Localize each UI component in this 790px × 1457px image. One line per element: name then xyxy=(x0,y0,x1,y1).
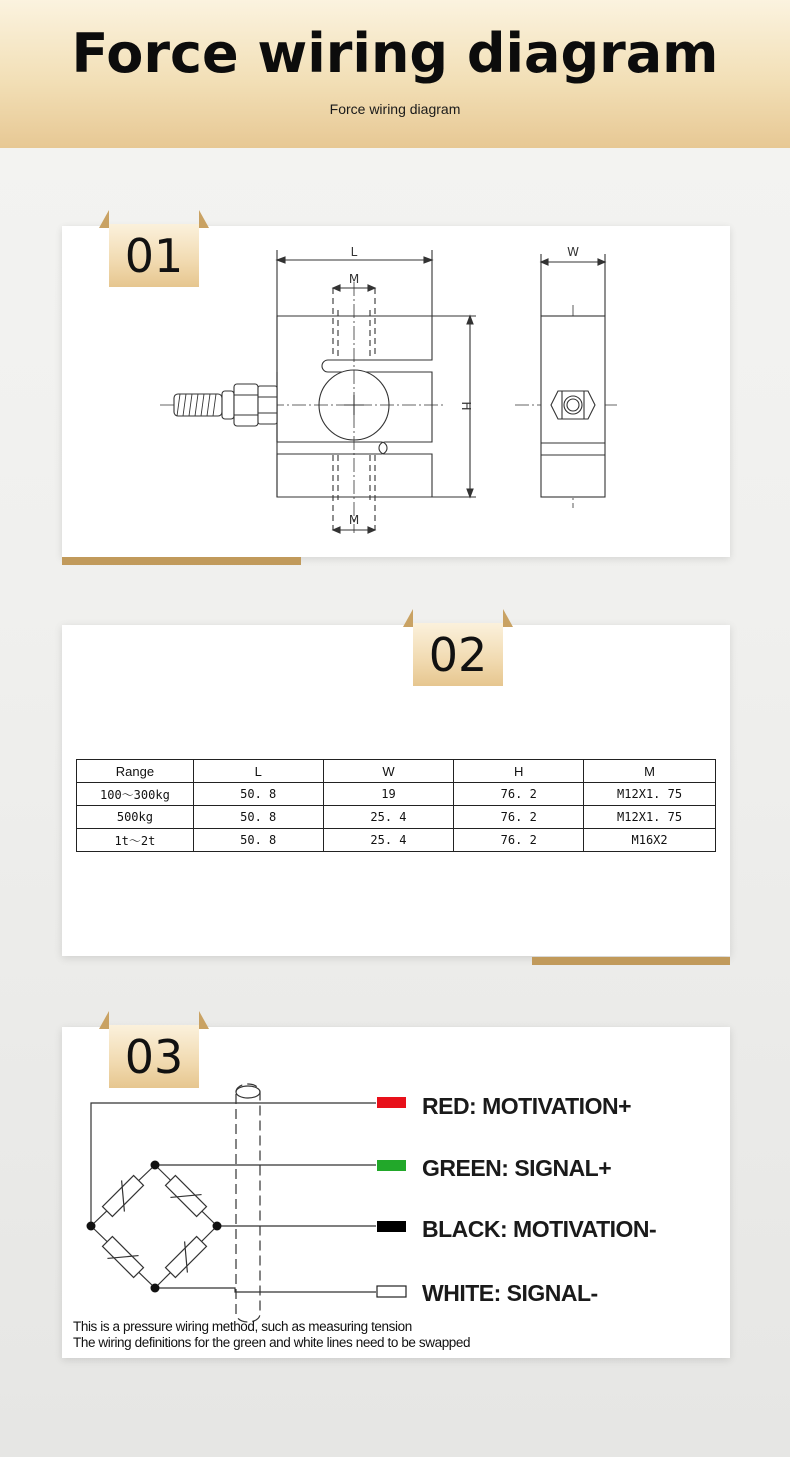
wiring-note-line-1: This is a pressure wiring method, such as measuring tension xyxy=(73,1319,412,1334)
section-badge-01: 01 xyxy=(109,224,199,287)
table-cell: M12X1. 75 xyxy=(584,806,716,829)
table-cell: 1t～2t xyxy=(77,829,194,852)
table-cell: 500kg xyxy=(77,806,194,829)
load-cell-dimension-drawing xyxy=(0,0,790,600)
wire-swatch-red xyxy=(377,1097,406,1108)
dim-label-L: L xyxy=(350,245,358,259)
table-cell: M12X1. 75 xyxy=(584,783,716,806)
table-cell: M16X2 xyxy=(584,829,716,852)
table-row xyxy=(77,806,716,829)
card-accent-bar-02 xyxy=(532,957,730,965)
table-row xyxy=(77,829,716,852)
wheatstone-bridge-schematic xyxy=(0,1060,790,1340)
table-cell: 76. 2 xyxy=(454,783,584,806)
wire-swatch-green xyxy=(377,1160,406,1171)
table-cell: 50. 8 xyxy=(193,783,323,806)
table-cell: 100～300kg xyxy=(77,783,194,806)
section-badge-03: 03 xyxy=(109,1025,199,1088)
wire-label-red: RED: MOTIVATION+ xyxy=(422,1093,632,1119)
table-header-row xyxy=(77,760,716,783)
table-header-H: H xyxy=(454,760,584,783)
table-header-range: Range xyxy=(77,760,194,783)
table-header-L: L xyxy=(193,760,323,783)
section-badge-02: 02 xyxy=(413,623,503,686)
wire-swatch-black xyxy=(377,1221,406,1232)
wire-label-white: WHITE: SIGNAL- xyxy=(422,1280,598,1306)
dim-label-M-top: M xyxy=(348,272,360,286)
table-cell: 76. 2 xyxy=(454,806,584,829)
table-row xyxy=(77,783,716,806)
table-header-W: W xyxy=(323,760,454,783)
page-subtitle: Force wiring diagram xyxy=(329,101,461,117)
wire-swatch-white xyxy=(377,1286,406,1297)
wire-label-black: BLACK: MOTIVATION- xyxy=(422,1216,657,1242)
dim-label-M-bottom: M xyxy=(348,513,360,527)
table-cell: 25. 4 xyxy=(323,829,454,852)
table-cell: 50. 8 xyxy=(193,829,323,852)
wiring-note-line-2: The wiring definitions for the green and white lines need to be swapped xyxy=(73,1335,471,1350)
table-cell: 25. 4 xyxy=(323,806,454,829)
wire-label-green: GREEN: SIGNAL+ xyxy=(422,1155,612,1181)
dim-label-W: W xyxy=(567,245,579,259)
page-title: Force wiring diagram xyxy=(71,22,719,85)
spec-table xyxy=(76,759,716,852)
table-cell: 19 xyxy=(323,783,454,806)
table-cell: 50. 8 xyxy=(193,806,323,829)
table-header-M: M xyxy=(584,760,716,783)
dim-label-H: H xyxy=(459,401,473,411)
table-cell: 76. 2 xyxy=(454,829,584,852)
